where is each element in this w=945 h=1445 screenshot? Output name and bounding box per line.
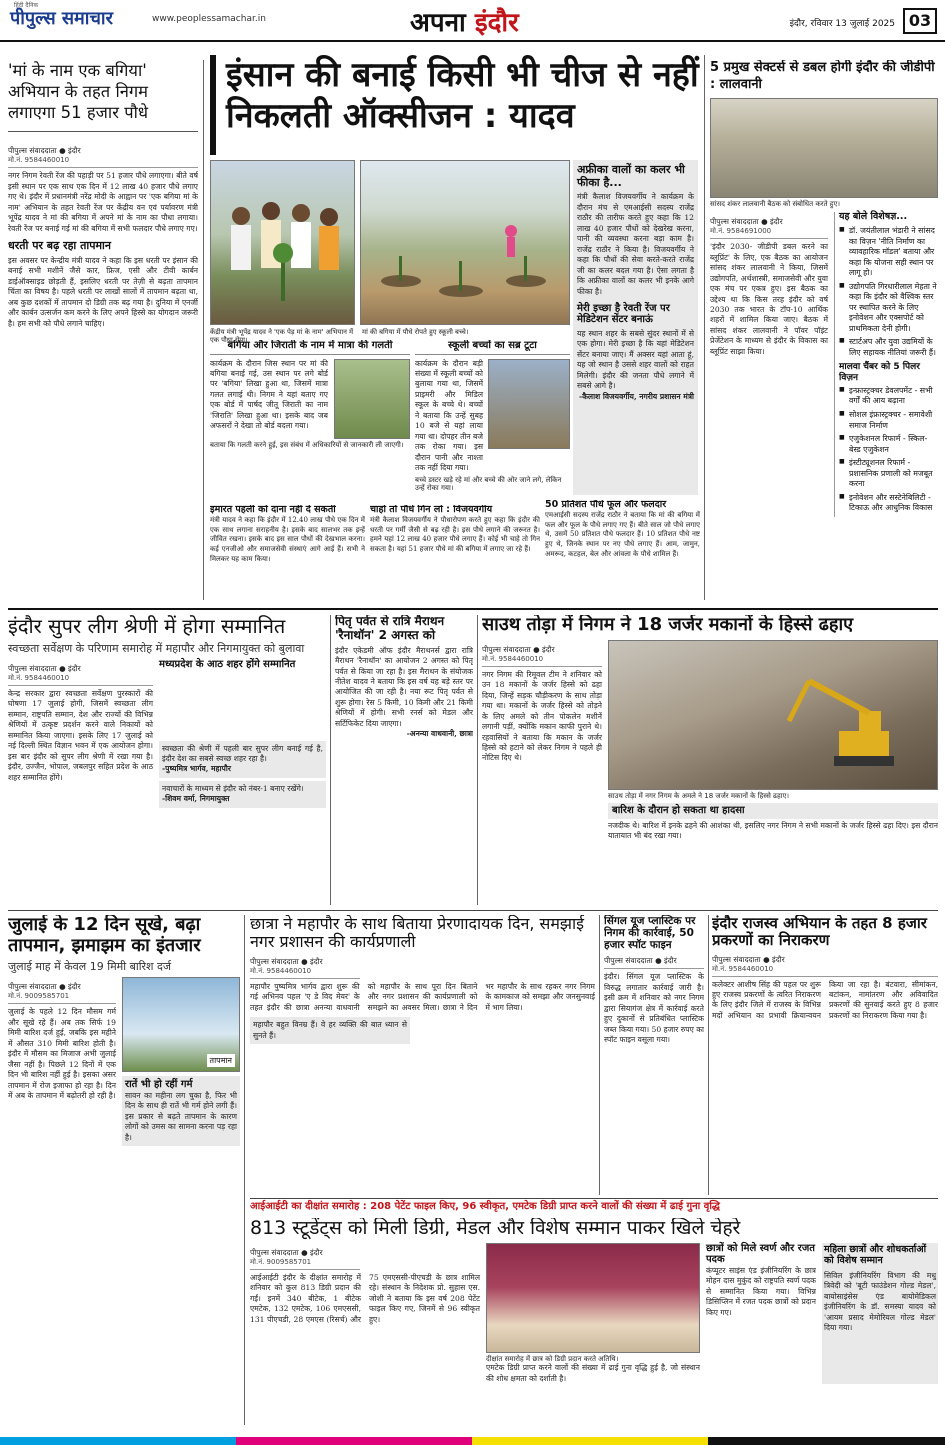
quote-text: स्वच्छता की श्रेणी में पहली बार सुपर लीग बनाई गई है, इंदौर देश का सबसे स्वच्छ शहर रहा है। [162,743,323,763]
africa-box [573,160,698,495]
byline-mobile: मो.नं. 9009585701 [250,1257,312,1266]
south-toda-body: नगर निगम की रिमूवल टीम ने शनिवार को उन 18 मकानों के जर्जर हिस्से को ढहा दिया, जिन्हें सड़क चौड़ीकरण के साथ तोड़ा गया था। मकानों के जर्जर हिस्से को तोड़ने के लिए अमले को तीन पोकलेन मशीनें लगानी पड़ीं, क्योंकि मकान काफी पुराने थे। रहवासियों ने बताया कि मकान के जर्जर हिस्से को हटाने को लेकर निगम ने पहले ही नोटिस दिए थे। [482,669,602,763]
gdp-headline: 5 प्रमुख सेक्टर्स से डबल होगी इंदौर की जीडीपी : लालवानी [710,60,935,92]
south-toda-story [482,615,938,905]
quote-sign: -पुष्यमित्र भार्गव, महापौर [162,764,231,774]
school-students-story [415,340,570,500]
byline-text: पीपुल्स संवाददाता ● इंदौर [250,956,323,966]
experts-list [839,226,938,358]
lead-photo-minister [210,160,355,325]
chaho-body: मंत्री कैलाश विजयवर्गीय ने पौधारोपण करते हुए कहा कि इंदौर की धरती पर गर्मी जैसी से बढ़ रही है। इस पौधे लगाने की जरूरत है। हमने यहां 12 लाख 40 हजार पौधे लगाए हैं। कोई भी चाहे तो गिन सकता है। यहां 51 हजार पौधे मां की बगिया में लगाए जा रहे हैं। [370,515,540,553]
sector-item: ■ इंस्टीट्यूशनल रिफार्म - प्रशासनिक प्रणाली को मजबूत करना [839,458,938,490]
byline-mobile: मो.नं. 9584460010 [8,674,70,682]
sector-item: ■ इनोवेशन और सस्टेनेबिलिटी - टिकाऊ और आधुनिक विकास [839,493,938,514]
maa-bagiya-body: नगर निगम रेवती रेंज की पहाड़ी पर 51 हजार पौधे लगाएगा। बीते वर्ष इसी स्थान पर एक साथ एक दिन में 12 लाख 40 हजार पौधे लगाए गए थे। इंदौर में प्रधानमंत्री नरेंद्र मोदी के आह्वान पर 'एक बगिया मां के नाम' अभियान के तहत रेवती रेंज पर केंद्रीय वन एवं पर्यावरण मंत्री भूपेंद्र यादव ने मां की बगिया में अपने मां के नाम का पौधा लगाया। रेवती रेंज पर बनाई गई मां की बगिया में सभी फलदार पौधे लगाए गए। [8,171,198,233]
lead-photo1-caption: केंद्रीय मंत्री भूपेंद्र यादव ने 'एक पेड़ मां के नाम' अभियान में एक पौधा रोपा। [210,328,354,345]
iit-body: आईआईटी इंदौर के दीक्षांत समारोह में शनिवार को कुल 813 डिग्री प्रदान की गईं। इनमें 340 बीटेक, 1 बीटेक एमटेक, 132 एमटेक, 106 एमएससी, 131 पीएचडी, 28 एमएस (रिसर्च) और 75 एमएससी-पीएचडी के छात्र शामिल रहे। संस्थान के निदेशक प्रो. सुहास एस. जोशी ने बताया कि इस वर्ष 208 पेटेंट फाइल किए गए, जिनमें से 96 स्वीकृत हुए। [250,1272,480,1324]
byline-text: पीपुल्स संवाददाता ● इंदौर [8,146,81,156]
sector-item: ■ सोशल इंफ्रास्ट्रक्चर - समावेशी समाज निर्माण [839,410,938,431]
rajasv-byline [712,953,938,977]
pitru-body: इंदौर एकेडमी ऑफ इंदौर मैराथनर्स द्वारा रात्रि मैराथन 'रैनाथॉन' का आयोजन 2 अगस्त को पितृ पर्वत से किया जा रहा है। इस मैराथन के संयोजक नीतेश यादव ने बताया कि इस वर्ष यह बड़े स्तर पर आयोजित की जा रही है। नया रूट पितृ पर्वत से शुरू होगा। रेस 5 किमी, 10 किमी और 21 किमी श्रेणियों में होगी। सभी रनर्स को मेडल और सर्टिफिकेट दिया जाएगा। [335,645,473,728]
single-use-body: इंदौर। सिंगल यूज प्लास्टिक के विरुद्ध लगातार कार्रवाई जारी है। इसी क्रम में शनिवार को नगर निगम द्वारा सियागंज क्षेत्र में कार्रवाई करते हुए दुकानों से प्रतिबंधित प्लास्टिक जब्त किया गया। 50 हजार रुपए का स्पॉट फाइन वसूला गया। [604,972,704,1044]
maa-bagiya-headline: 'मां के नाम एक बगिया' अभियान के तहत निगम लगाएगा 51 हजार पौधे [8,60,198,132]
expert-item: ■ उद्योगपति गिरधारीलाल मेहता ने कहा कि इंदौर को वैश्विक स्तर पर स्थापित करने के लिए इनोवेशन और एक्सपोर्ट को प्राथमिकता देनी होगी। [839,282,938,335]
imarat-headline: इमारत पहली को दाना नहीं दे सकती [210,505,336,515]
sector-item: ■ एजुकेशनल रिफार्म - स्किल-बेस्ड एजुकेशन [839,434,938,455]
iit-headline: 813 स्टूडेंट्स को मिली डिग्री, मेडल और विशेष सम्मान पाकर खिले चेहरे [250,1218,741,1239]
chaho-headline: चाहो तो पौधे गिन लो : विजयवर्गीय [370,505,493,515]
iit-story [250,1218,938,1423]
byline-text: पीपुल्स संवाददाता ● इंदौर [712,954,785,964]
byline-text: पीपुल्स संवाददाता ● इंदौर [8,664,81,673]
byline-mobile: मो.नं. 9584460010 [250,966,312,975]
pachas-story [545,500,700,600]
page-title-part-a: अपना [410,8,475,38]
iit-banner [250,1198,938,1216]
mayor-quote [159,741,326,778]
maa-bagiya-byline [8,144,198,168]
super-league-byline [8,662,153,686]
rajasv-story [712,915,938,1195]
july-heat-byline [8,980,116,1004]
chaho-story [370,505,540,600]
rain-accident-body: नजदीक थे। बारिश में इनके ढहने की आशंका थी, इसलिए नगर निगम ने सभी मकानों के जर्जर हिस्से ढहा दिए। इस दौरान यातायात भी बंद रखा गया। [608,820,938,841]
byline-mobile: मो.नं. 9584460010 [8,156,70,165]
july-heat-body: जुलाई के पहले 12 दिन मौसम गर्म और सूखे रहे हैं। अब तक सिर्फ 19 मिमी बारिश दर्ज हुई, जबकि इस महीने में औसत 310 मिमी बारिश होती है। इंदौर में मौसम का मिजाज अभी जुलाई जैसा नहीं है। पिछले 12 दिनों में एक दिन भी बारिश नहीं हुई है। इसका असर तापमान में रोज इजाफा हो रहा है। दिन में अब के तापमान में बढ़ोतरी हो रही है। [8,1007,116,1101]
pachas-body: एमआईसी सदस्य राजेंद्र राठौर ने बताया कि मां की बगिया में फल और फूल के पौधे लगाए गए हैं। बीते साल जो पौधे लगाए थे, उसमें 50 प्रतिशत पौधे फलदार हैं। 10 प्रतिशत पौधे नष्ट हुए थे, जिनके स्थान पर नए पौधे लगाए हैं। आम, जामुन, अमरूद, कटहल, बेल और आंवला के पौधे शामिल हैं। [545,510,700,558]
school-students-body: कार्यक्रम के दौरान बड़ी संख्या में स्कूली बच्चों को बुलाया गया था, जिसमें प्राइमरी और मिडिल स्कूल के बच्चे थे। बच्चों ने बताया कि उन्हें सुबह 10 बजे से यहां लाया गया था। दोपहर तीन बजे तक रोका गया। इस दौरान पानी और नाश्ता तक नहीं दिया गया। [415,358,483,473]
chhatra-headline: छात्रा ने महापौर के साथ बिताया प्रेरणादायक दिन, समझाई नगर प्रशासन की कार्यप्रणाली [250,915,584,952]
south-toda-byline [482,643,602,667]
lead-photo-hills [360,160,570,325]
dateline: इंदौर, रविवार 13 जुलाई 2025 [789,19,895,29]
lead-headline: इंसान की बनाई किसी भी चीज से नहीं निकलती ऑक्सीजन : यादव [226,55,699,137]
july-heat-subhead: जुलाई माह में केवल 19 मिमी बारिश दर्ज [8,960,172,974]
byline-mobile: मो.नं. 9584460010 [712,964,774,973]
quote-text: नवाचारों के माध्यम से इंदौर को नंबर-1 बनाए रखेंगे। [162,783,304,793]
imarat-story [210,505,365,600]
iit-banner-text: आईआईटी का दीक्षांत समारोह : 208 पेटेंट फाइल किए, 96 स्वीकृत, एमटेक डिग्री प्राप्त करने वालों की संख्या में ढाई गुना वृद्धि [250,1201,720,1212]
byline-text: पीपुल्स संवाददाता ● इंदौर [482,644,555,654]
super-league-inner-head: मध्यप्रदेश के आठ शहर होंगे सम्मानित [159,659,296,670]
pitru-headline: पितृ पर्वत से रात्रि मैराथन 'रैनाथॉन' 2 अगस्त को [335,615,445,642]
demolition-photo [608,640,938,790]
iit-byline [250,1246,360,1270]
imarat-body: मंत्री यादव ने कहा कि इंदौर में 12.40 लाख पौधे एक दिन में एक साथ लगाना सराहनीय है। इसके बाद सालभर तक इन्हें जीवित रखना। इसके बाद इस साल पौधों की देखभाल करना। कई एनजीओ और समाजसेवी संस्थाएं आगे आई हैं। सभी ने मिलकर यह काम किया। [210,515,365,563]
chhatra-byline [250,955,360,979]
registration-bar-black [708,1437,945,1445]
registration-bar-yellow [472,1437,708,1445]
rajasv-headline: इंदौर राजस्व अभियान के तहत 8 हजार प्रकरणों का निराकरण [712,915,927,950]
school-students-headline: स्कूली बच्चों का सब्र टूटा [415,340,570,355]
maa-bagiya-body2: इस अवसर पर केन्द्रीय मंत्री यादव ने कहा कि इस धरती पर इंसान की बनाई सभी मशीनें जैसे कार, फ्रिज, एसी और टीवी कार्बन डाईऑक्साइड छोड़ती हैं, इसलिए धरती पर तेज़ी से बढ़ता तापमान चिंता का विषय है। पहले धरती पर लाखों सालों में तापमान बढ़ता था, अब कुछ दशकों में तापमान दो डिग्री तक बढ़ गया है। दुनिया में एनर्जी और कार्बन उत्सर्जन कम करने के लिए अपने हिस्से का योगदान जरूरी है। हम सभी को पौधे लगाने चाहिए। [8,255,198,328]
single-use-byline: पीपुल्स संवाददाता ● इंदौर [604,954,704,969]
gdp-body: 'इंदौर 2030- जीडीपी डबल करने का ब्लूप्रिंट' के लिए, एक बैठक का आयोजन सांसद शंकर लालवानी ने किया, जिसमें उद्योगपति, अर्थशास्त्री, समाजसेवी और युवा एक मंच पर एकत्र हुए। इस बैठक का उद्देश्य था कि किस तरह इंदौर को वर्ष 2030 तक भारत के टॉप-10 आर्थिक शहरों में शामिल किया जाए। बैठक में सांसद शंकर लालवानी ने पॉवर पॉइंट प्रेजेंटेशन के माध्यम से इंदौर के विकास का ब्लूप्रिंट साझा किया। [710,242,828,356]
page-title-part-b: इंदौर [474,8,519,38]
bagiya-jirati-story [210,340,410,500]
masthead [0,0,945,42]
byline-mobile: मो.नं. 9584691000 [710,227,772,236]
website-link[interactable]: www.peoplessamachar.in [152,14,266,24]
lead-photo2-caption: मां की बगिया में पौधे रोपते हुए स्कूली बच्चे। [362,328,469,336]
people-planting-illustration [211,161,355,325]
meditation-sign: -कैलाश विजयवर्गीय, नगरीय प्रशासन मंत्री [578,391,694,401]
sector-title: मालवा चैंबर को 5 पिलर विज़न [839,362,920,383]
pitru-story [335,615,473,905]
chhatra-body: महापौर पुष्यमित्र भार्गव द्वारा शुरू की गई अभिनव पहल 'ए डे विद मेयर' के तहत इंदौर की छात्रा अनन्या वाधवानी को महापौर के साथ पूरा दिन बिताने और नगर प्रशासन की कार्यप्रणाली को समझने का अवसर मिला। छात्रा ने दिन भर महापौर के साथ रहकर नगर निगम के कामकाज को समझा और जनसुनवाई में भाग लिया। [250,981,595,1012]
sectors-list [839,386,938,514]
expert-item: ■ स्टार्टअप और युवा उद्यमियों के लिए सहायक नीतियां जरूरी हैं। [839,337,938,358]
maa-bagiya-subhead: धरती पर बढ़ रहा तापमान [8,239,112,253]
commissioner-quote [159,781,326,808]
byline-text: पीपुल्स संवाददाता ● इंदौर [250,1247,323,1257]
lead-headline-box [210,55,700,155]
super-league-headline: इंदौर सुपर लीग श्रेणी में होगा सम्मानित [8,615,286,638]
super-league-story [8,615,326,905]
nights-warm-title: रातें भी हो रहीं गर्म [125,1079,193,1091]
medals-title: छात्रों को मिले स्वर्ण और रजत पदक [706,1242,815,1266]
temperature-label: तापमान [207,1054,235,1067]
registration-bar-magenta [236,1437,472,1445]
pitru-sign: -अनन्या वाधवानी, छात्रा [406,729,473,739]
convocation-caption: दीक्षांत समारोह में छात्र को डिग्री प्रदान करते अतिथि। [486,1354,619,1363]
meditation-body: यह स्थान शहर के सबसे सुंदर स्थानों में से एक होगा। मेरी इच्छा है कि यहां मेडिटेशन सेंटर बनाया जाए। मैं अक्सर यहां आता हूं, यह जो स्थान है उससे शहर वालों को राहत मिलेगी। इंदौर की जनता पौधे लगाने में सबसे आगे है। [577,328,694,391]
gdp-byline [710,215,828,239]
convocation-photo [486,1243,700,1353]
school-students-photo [488,359,570,449]
africa-body: मंत्री कैलाश विजयवर्गीय ने कार्यक्रम के दौरान मंच से एमआईसी सदस्य राजेंद्र राठौर की तारीफ करते हुए कहा कि 12 लाख 40 हजार पौधों को देखरेख करना, पानी की व्यवस्था करना बड़ा काम है। राजेंद्र राठौर ने किया है। विजयवर्गीय ने कहा कि पौधों की सेवा करते-करते राजेंद्र जी का कलर बदल गया है। ऐसा लगता है कि अफ्रीका वालों का कलर भी इनके आगे फीका है। [577,192,694,296]
rain-accident-head: बारिश के दौरान हो सकता था हादसा [608,803,938,819]
july-heat-headline: जुलाई के 12 दिन सूखे, बढ़ा तापमान, झमाझम का इंतजार [8,915,201,956]
super-league-body: केन्द्र सरकार द्वारा स्वच्छता सर्वेक्षण पुरस्कारों की घोषणा 17 जुलाई होगी, जिसमें स्वच्छता लीग सम्मान, राष्ट्रपति सम्मान, देश और राज्यों की विभिन्न श्रेणियों में उत्कृष्ट प्रदर्शन करने वाले निकायों को सम्मानित किया जाएगा। इसके लिए 17 जुलाई को नई दिल्ली स्थित विज्ञान भवन में एक आयोजन होगा। इस बार इंदौर को सुपर लीग श्रेणी में रखा गया है। इंदौर, उज्जैन, भोपाल, जबलपुर सहित प्रदेश के आठ शहर सम्मानित होंगे। [8,689,153,782]
page-number: 03 [903,8,937,34]
school-students-caption: बच्चे डस्टर खड़े रहे मां और बच्चे की ओर जाने लगे, लेकिन उन्हें रोका गया। [415,475,562,493]
south-toda-headline: साउथ तोड़ा में निगम ने 18 जर्जर मकानों के हिस्से ढहाए [482,615,854,635]
excavator-illustration [609,641,938,791]
africa-title: अफ्रीका वालों का कलर भी फीका है... [577,163,685,189]
experts-title: यह बोले विशेषज्ञ... [839,211,908,223]
single-use-story [604,915,704,1195]
sky-photo [122,977,240,1072]
gdp-photo-caption: सांसद शंकर लालवानी बैठक को संबोधित करते हुए। [710,199,841,208]
brand-tagline: हिंदी दैनिक [14,2,39,9]
super-league-subhead: स्वच्छता सर्वेक्षण के परिणाम समारोह में महापौर और निगमायुक्त को बुलावा [8,642,305,655]
saplings-illustration [361,161,570,325]
quote-sign: -शिवम वर्मा, निगमायुक्त [162,794,230,804]
nights-warm-body: सावन का महीना लग चुका है, फिर भी दिन के साथ ही रातें भी गर्म होने लगी हैं। इस प्रकार से बढ़ते तापमान के कारण लोगों को उमस का सामना करना पड़ रहा है। [125,1090,237,1142]
gdp-story [710,60,938,605]
demolition-photo-caption: साउथ तोड़ा में नगर निगम के अमले ने 18 जर्जर मकानों के हिस्से ढहाए। [608,791,790,800]
rajasv-body: कलेक्टर आशीष सिंह की पहल पर शुरू हुए राजस्व प्रकरणों के त्वरित निराकरण के लिए इंदौर जिले में राजस्व के विभिन्न मदों अभियान का प्रभावी क्रियान्वयन किया जा रहा है। बंटवारा, सीमांकन, बटांकन, नामांतरण और अविवादित प्रकरणों की सुनवाई करते हुए 8 हजार प्रकरणों का निराकरण किया गया है। [712,979,938,1020]
page-title [410,3,519,39]
bagiya-jirati-body: कार्यक्रम के दौरान जिस स्थान पर मां की बगिया बनाई गई, उस स्थान पर लगे बोर्ड पर 'बगिया' लिखा हुआ था, जिसमें मात्रा गलत लगाई थी। निगम ने यहां बताए गए एक बोर्ड में पार्षद जीतू जिराती का नाम 'जिराति' लिखा हुआ था। इसके बाद जब अफसरों ने देखा तो बोर्ड बदला गया। [210,358,328,431]
registration-bar-cyan [0,1437,236,1445]
byline-mobile: मो.नं. 9584460010 [482,654,544,663]
women-honor-body: सिविल इंजीनियरिंग विभाग की मधु त्रिवेदी को 'बूटी फाउंडेशन गोल्ड मेडल', बायोसाइंसेस एंड बायोमेडिकल इंजीनियरिंग के डॉ. समस्या यादव को 'आयम प्रसाद मेमोरियल गोल्ड मेडल' दिया गया। [824,1270,936,1333]
chhatra-quote: महापौर बहुत विनम्र हैं। वे हर व्यक्ति की बात ध्यान से सुनते हैं। [250,1017,410,1044]
lead-photo-sign [357,160,358,161]
chhatra-story [250,915,595,1195]
byline-mobile: मो.नं. 9009585701 [8,992,70,1001]
gdp-meeting-photo [710,98,938,198]
pachas-headline: 50 प्रतिशत पौधे फूल और फलदार [545,500,667,510]
maa-bagiya-story [8,60,198,600]
bagiya-jirati-headline: बगिया और जिराती के नाम में मात्रा की गलती [210,340,410,355]
medals-body: कंप्यूटर साइंस एंड इंजीनियरिंग के छात्र मोहन दास मुकुंद को राष्ट्रपति स्वर्ण पदक से सम्मानित किया गया। विभिन्न डिसिप्लिन में रजत पदक छात्रों को प्रदान किए गए। [706,1265,816,1317]
byline-text: पीपुल्स संवाददाता ● इंदौर [710,217,783,227]
bagiya-photo-caption: बताया कि गलती करने हुई, इस संबंध में अधिकारियों से जानकारी ली जाएगी। [210,440,404,449]
single-use-headline: सिंगल यूज प्लास्टिक पर निगम की कार्रवाई, 50 हजार स्पॉट फाइन [604,915,696,952]
byline-text: पीपुल्स संवाददाता ● इंदौर [8,982,81,992]
bagiya-board-photo [334,359,410,439]
expert-item: ■ डॉ. जयंतीलाल भंडारी ने सांसद का विज़न 'नीति निर्माण का व्यावहारिक मॉडल' बताया और कहा कि योजना सही स्थान पर लागू हो। [839,226,938,279]
iit-body2: एमटेक डिग्री प्राप्त करने वालों की संख्या में ढाई गुना वृद्धि हुई है, जो संस्थान की शोध क्षमता को दर्शाती है। [486,1363,700,1383]
sector-item: ■ इन्फ्रास्ट्रक्चर डेवलपमेंट - सभी वर्गों की आय बढ़ाना [839,386,938,407]
nights-warm-box [122,1076,240,1146]
meditation-subhead: मेरी इच्छा है रेवती रेंज पर मेडिटेशन सेंटर बनाऊं [577,302,670,326]
women-honor-title: महिला छात्रों और शोधकर्ताओं को विशेष सम्मान [824,1243,927,1266]
july-heat-story [8,915,240,1425]
brand-logo[interactable]: पीपुल्स समाचार [10,8,113,29]
